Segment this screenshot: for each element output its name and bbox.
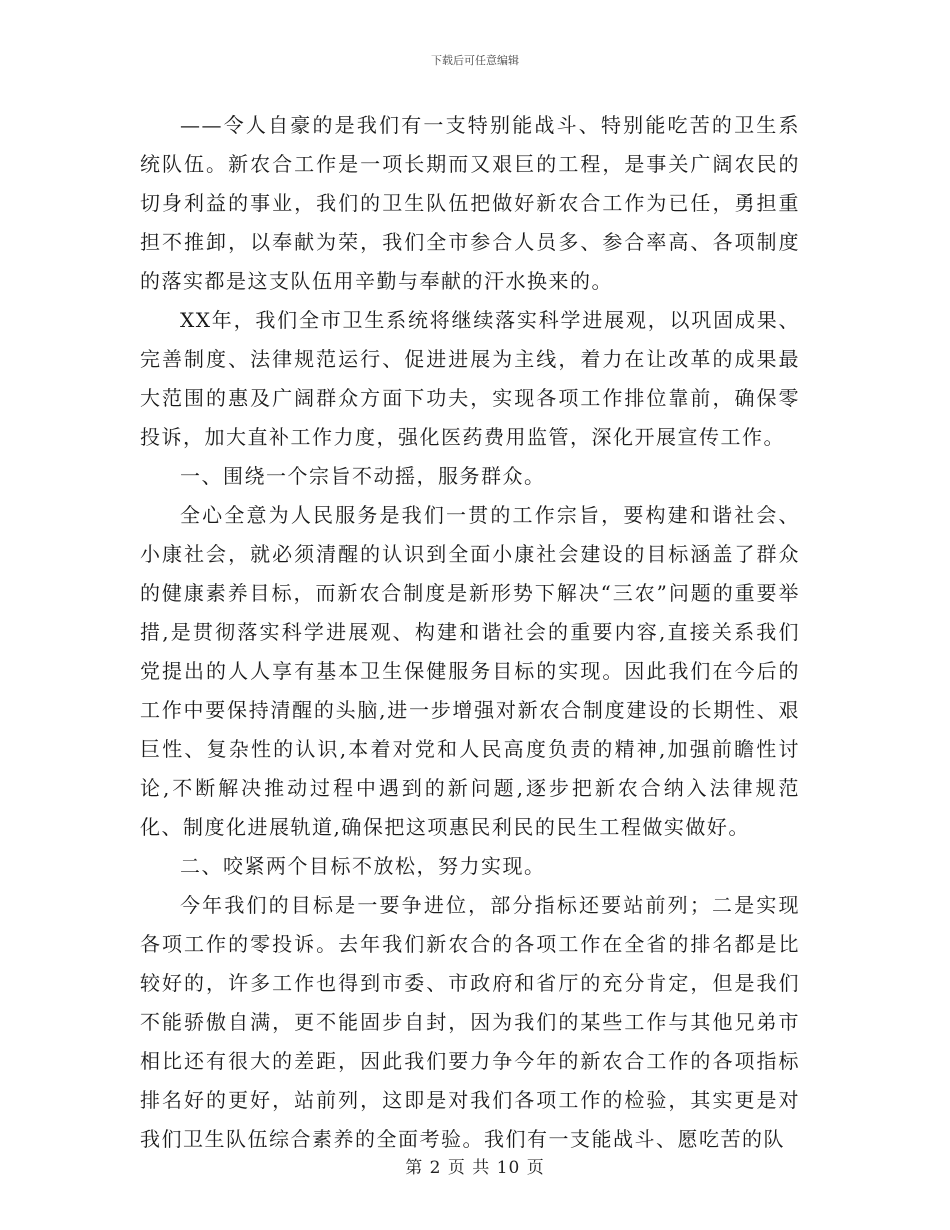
paragraph: 今年我们的目标是一要争进位，部分指标还要站前列；二是实现各项工作的零投诉。去年我们新农合的各项工作在全省的排名都是比较好的，许多工作也得到市委、市政府和省厅的充分肯定，但是我们不能骄傲自满，更不能固步自封，因为我们的某些工作与其他兄弟市相比还有很大的差距，因此我们要力争今年的新农合工作的各项指标排名好的更好，站前列，这即是对我们各项工作的检验，其实更是对我们卫生队伍综合素养的全面考验。我们有一支能战斗、愿吃苦的队: [140, 893, 800, 1151]
paragraph: 全心全意为人民服务是我们一贯的工作宗旨，要构建和谐社会、小康社会，就必须清醒的认识到全面小康社会建设的目标涵盖了群众的健康素养目标，而新农合制度是新形势下解决“三农”问题的重要举措,是贯彻落实科学进展观、构建和谐社会的重要内容,直接关系我们党提出的人人享有基本卫生保健服务目标的实现。因此我们在今后的工作中要保持清醒的头脑,进一步增强对新农合制度建设的长期性、艰巨性、复杂性的认识,本着对党和人民高度负责的精神,加强前瞻性讨论,不断解决推动过程中遇到的新问题,逐步把新农合纳入法律规范化、制度化进展轨道,确保把这项惠民利民的民生工程做实做好。: [140, 503, 800, 839]
paragraph: ——令人自豪的是我们有一支特别能战斗、特别能吃苦的卫生系统队伍。新农合工作是一项长期而又艰巨的工程，是事关广阔农民的切身利益的事业，我们的卫生队伍把做好新农合工作为已任，勇担重担不推卸，以奉献为荣，我们全市参合人员多、参合率高、各项制度的落实都是这支队伍用辛勤与奉献的汗水换来的。: [140, 113, 800, 293]
paragraph: XX年，我们全市卫生系统将继续落实科学进展观，以巩固成果、完善制度、法律规范运行、促进进展为主线，着力在让改革的成果最大范围的惠及广阔群众方面下功夫，实现各项工作排位靠前，确保零投诉，加大直补工作力度，强化医药费用监管，深化开展宣传工作。: [140, 308, 800, 449]
document-body: [140, 106, 800, 1159]
section-heading: 一、围绕一个宗旨不动摇，服务群众。: [180, 464, 546, 488]
page-header-note: 下载后可任意编辑: [431, 54, 519, 67]
section-heading: 二、咬紧两个目标不放松，努力实现。: [180, 854, 546, 878]
page-number-footer: 第 2 页 共 10 页: [405, 1158, 545, 1178]
